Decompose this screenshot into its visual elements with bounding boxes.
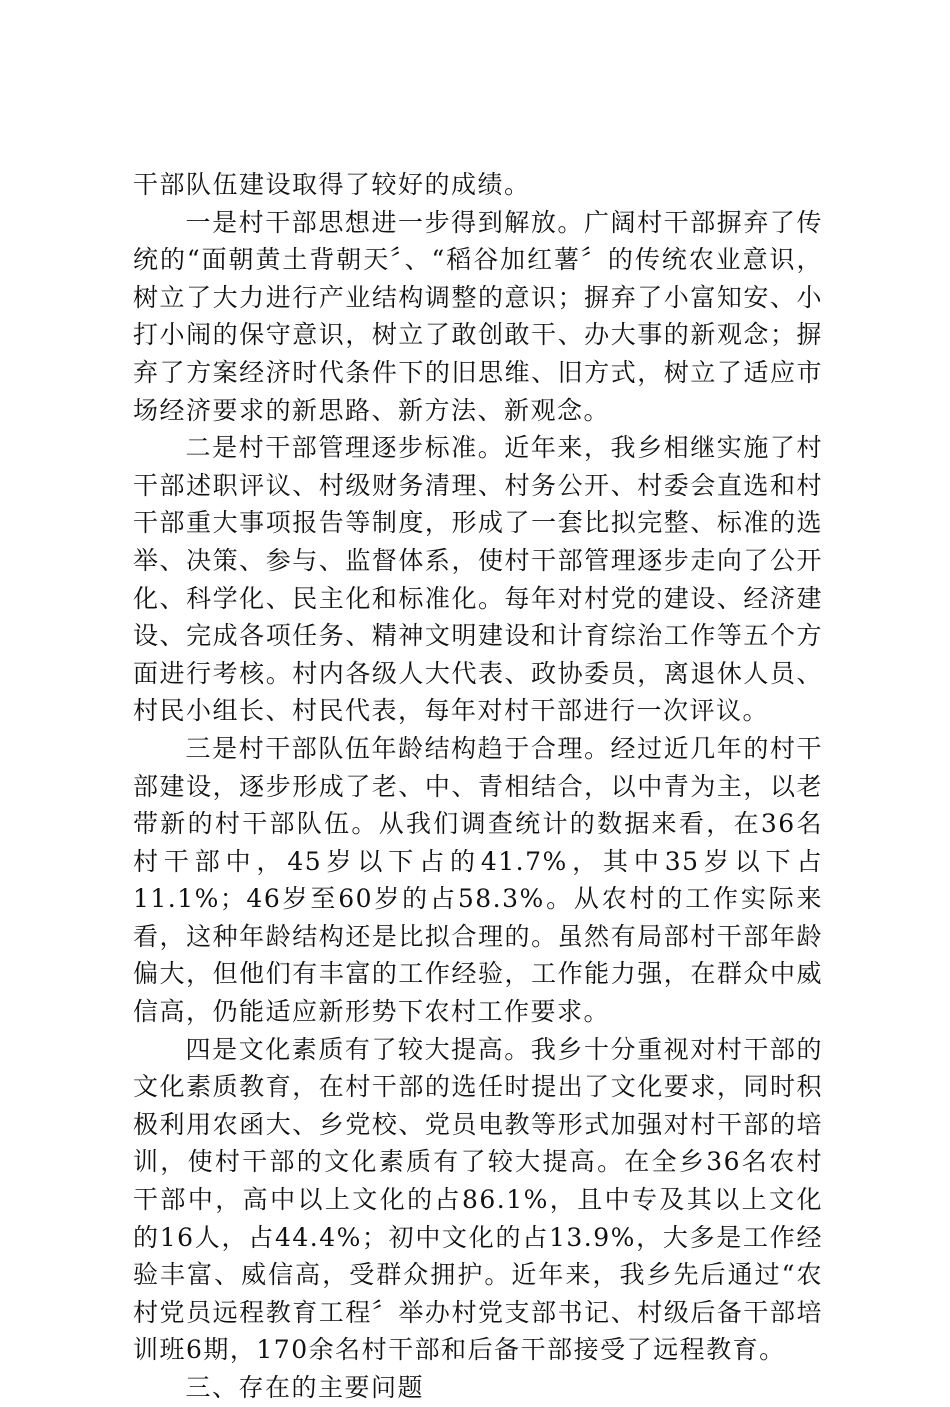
section-heading-main-problems: 三、存在的主要问题 [185,1373,425,1402]
paragraph-management-standard: 二是村干部管理逐步标准。近年来，我乡相继实施了村干部述职评议、村级财务清理、村务公开、村委会直选和村干部重大事项报告等制度，形成了一套比拟完整、标准的选举、决策、参与、监督体系，使村干部管理逐步走向了公开化、科学化、民主化和标准化。每年对村党的建设、经济建设、完成各项任务、精神文明建设和计育综治工作等五个方面进行考核。村内各级人大代表、政协委员，离退休人员、村民小组长、村民代表，每年对村干部进行一次评议。 [133,433,823,726]
paragraph-age-structure: 三是村干部队伍年龄结构趋于合理。经过近几年的村干部建设，逐步形成了老、中、青相结合，以中青为主，以老带新的村干部队伍。从我们调查统计的数据来看，在36名村干部中，45岁以下占的41.7%，其中35岁以下占11.1%；46岁至60岁的占58.3%。从农村的工作实际来看，这种年龄结构还是比拟合理的。虽然有局部村干部年龄偏大，但他们有丰富的工作经验，工作能力强，在群众中威信高，仍能适应新形势下农村工作要求。 [133,733,823,1027]
paragraph-continuation: 干部队伍建设取得了较好的成绩。 [133,170,531,199]
paragraph-education-level: 四是文化素质有了较大提高。我乡十分重视对村干部的文化素质教育，在村干部的选任时提出了文化要求，同时积极利用农函大、乡党校、党员电教等形式加强对村干部的培训，使村干部的文化素质有了较大提高。在全乡36名农村干部中，高中以上文化的占86.1%，且中专及其以上文化的16人，占44.4%；初中文化的占13.9%，大多是工作经验丰富、威信高，受群众拥护。近年来，我乡先后通过“农村党员远程教育工程〞举办村党支部书记、村级后备干部培训班6期，170余名村干部和后备干部接受了远程教育。 [133,1034,823,1365]
document-body [133,166,823,1407]
paragraph-thought-liberation: 一是村干部思想进一步得到解放。广阔村干部摒弃了传统的“面朝黄土背朝天〞、“稻谷加红薯〞的传统农业意识，树立了大力进行产业结构调整的意识；摒弃了小富知安、小打小闹的保守意识，树立了敢创敢干、办大事的新观念；摒弃了方案经济时代条件下的旧思维、旧方式，树立了适应市场经济要求的新思路、新方法、新观念。 [133,207,823,425]
